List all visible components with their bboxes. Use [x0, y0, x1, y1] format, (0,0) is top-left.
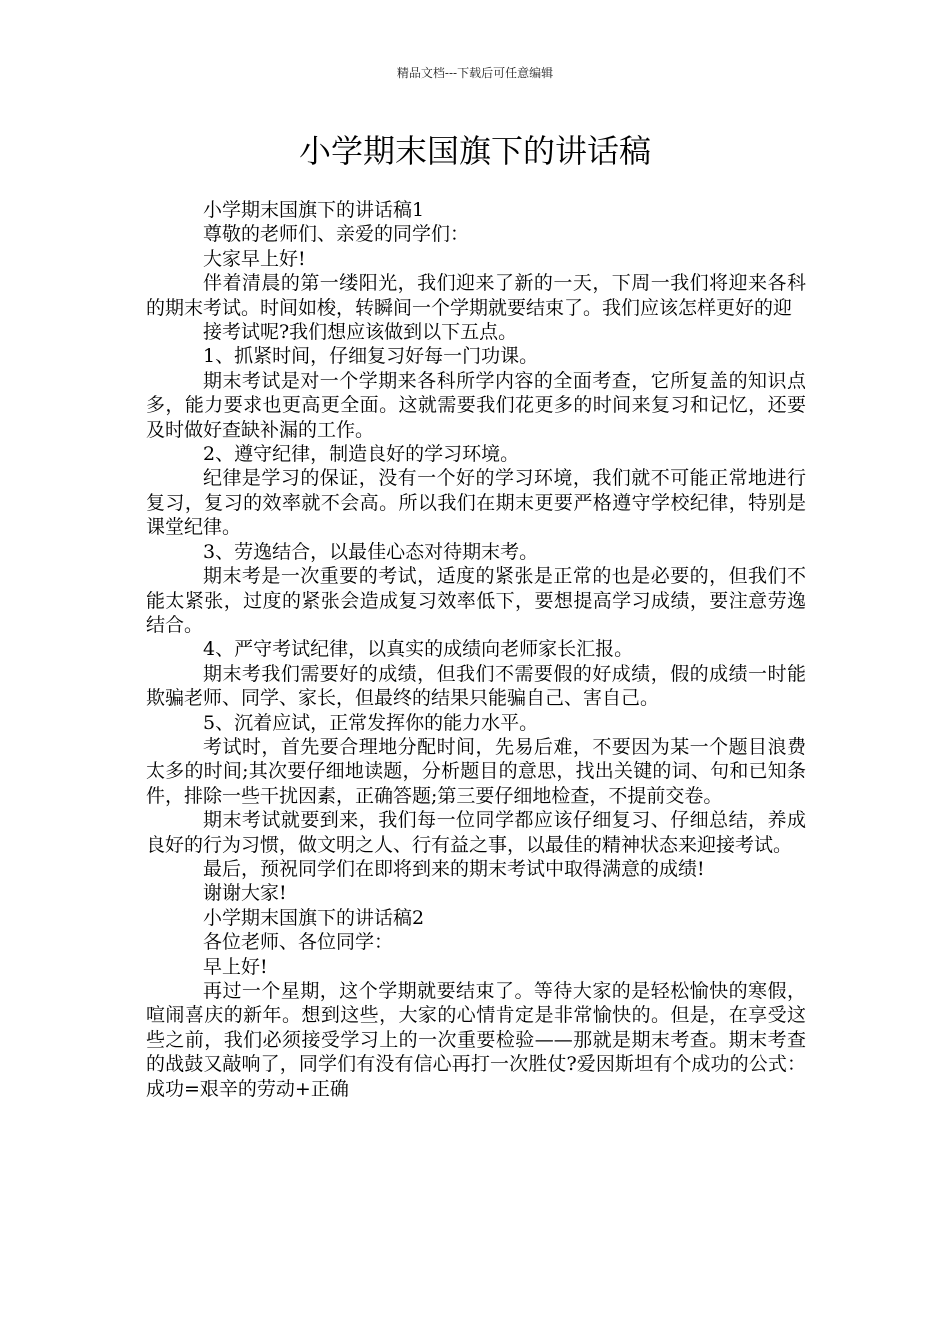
point-heading-4: 4、严守考试纪律，以真实的成绩向老师家长汇报。 — [203, 638, 634, 661]
page-header: 精品文档---下载后可任意编辑 — [396, 66, 554, 80]
greeting: 大家早上好! — [203, 247, 306, 270]
point-heading-2: 2、遵守纪律，制造良好的学习环境。 — [203, 443, 520, 466]
speech-heading-2: 小学期末国旗下的讲话稿2 — [203, 906, 425, 929]
speech-heading-1: 小学期末国旗下的讲话稿1 — [203, 199, 425, 221]
point-heading-3: 3、劳逸结合，以最佳心态对待期末考。 — [203, 540, 539, 563]
body-paragraph: 期末考试是对一个学期来各科所学内容的全面考查，它所复盖的知识点多，能力要求也更高更全面。这就需要我们花更多的时间来复习和记忆，还要及时做好查缺补漏的工作。 — [146, 369, 806, 441]
greeting: 早上好! — [203, 955, 268, 978]
point-heading-5: 5、沉着应试，正常发挥你的能力水平。 — [203, 711, 539, 734]
body-paragraph: 伴着清晨的第一缕阳光，我们迎来了新的一天，下周一我们将迎来各科的期末考试。时间如梭，转瞬间一个学期就要结束了。我们应该怎样更好的迎 — [146, 272, 806, 319]
body-paragraph: 纪律是学习的保证，没有一个好的学习环境，我们就不可能正常地进行复习，复习的效率就不会高。所以我们在期末更要严格遵守学校纪律，特别是课堂纪律。 — [146, 467, 806, 539]
body-paragraph: 考试时，首先要合理地分配时间，先易后难，不要因为某一个题目浪费太多的时间;其次要仔细地读题，分析题目的意思，找出关键的词、句和已知条件，排除一些干扰因素，正确答题;第三要仔细地检查，不提前交卷。 — [146, 735, 806, 807]
thanks: 谢谢大家! — [203, 882, 287, 905]
document-body — [146, 198, 806, 1101]
document-title: 小学期末国旗下的讲话稿 — [298, 132, 651, 170]
body-paragraph: 期末考试就要到来，我们每一位同学都应该仔细复习、仔细总结，养成良好的行为习惯，做文明之人、行有益之事，以最佳的精神状态来迎接考试。 — [146, 809, 806, 856]
body-paragraph: 期末考我们需要好的成绩，但我们不需要假的好成绩，假的成绩一时能欺骗老师、同学、家长，但最终的结果只能骗自己、害自己。 — [146, 662, 806, 710]
closing-wish: 最后，预祝同学们在即将到来的期末考试中取得满意的成绩! — [203, 857, 705, 880]
point-heading-1: 1、抓紧时间，仔细复习好每一门功课。 — [203, 345, 539, 368]
salutation: 各位老师、各位同学： — [203, 931, 394, 954]
body-paragraph: 接考试呢?我们想应该做到以下五点。 — [203, 321, 518, 344]
salutation: 尊敬的老师们、亲爱的同学们： — [203, 223, 470, 246]
body-paragraph: 再过一个星期，这个学期就要结束了。等待大家的是轻松愉快的寒假，喧闹喜庆的新年。想到这些，大家的心情肯定是非常愉快的。但是，在享受这些之前，我们必须接受学习上的一次重要检验——那就是期末考查。期末考查的战鼓又敲响了，同学们有没有信心再打一次胜仗?爱因斯坦有个成功的公式：成功=艰辛的劳动+正确 — [146, 980, 806, 1100]
body-paragraph: 期末考是一次重要的考试，适度的紧张是正常的也是必要的，但我们不能太紧张，过度的紧张会造成复习效率低下，要想提高学习成绩，要注意劳逸结合。 — [146, 565, 806, 636]
